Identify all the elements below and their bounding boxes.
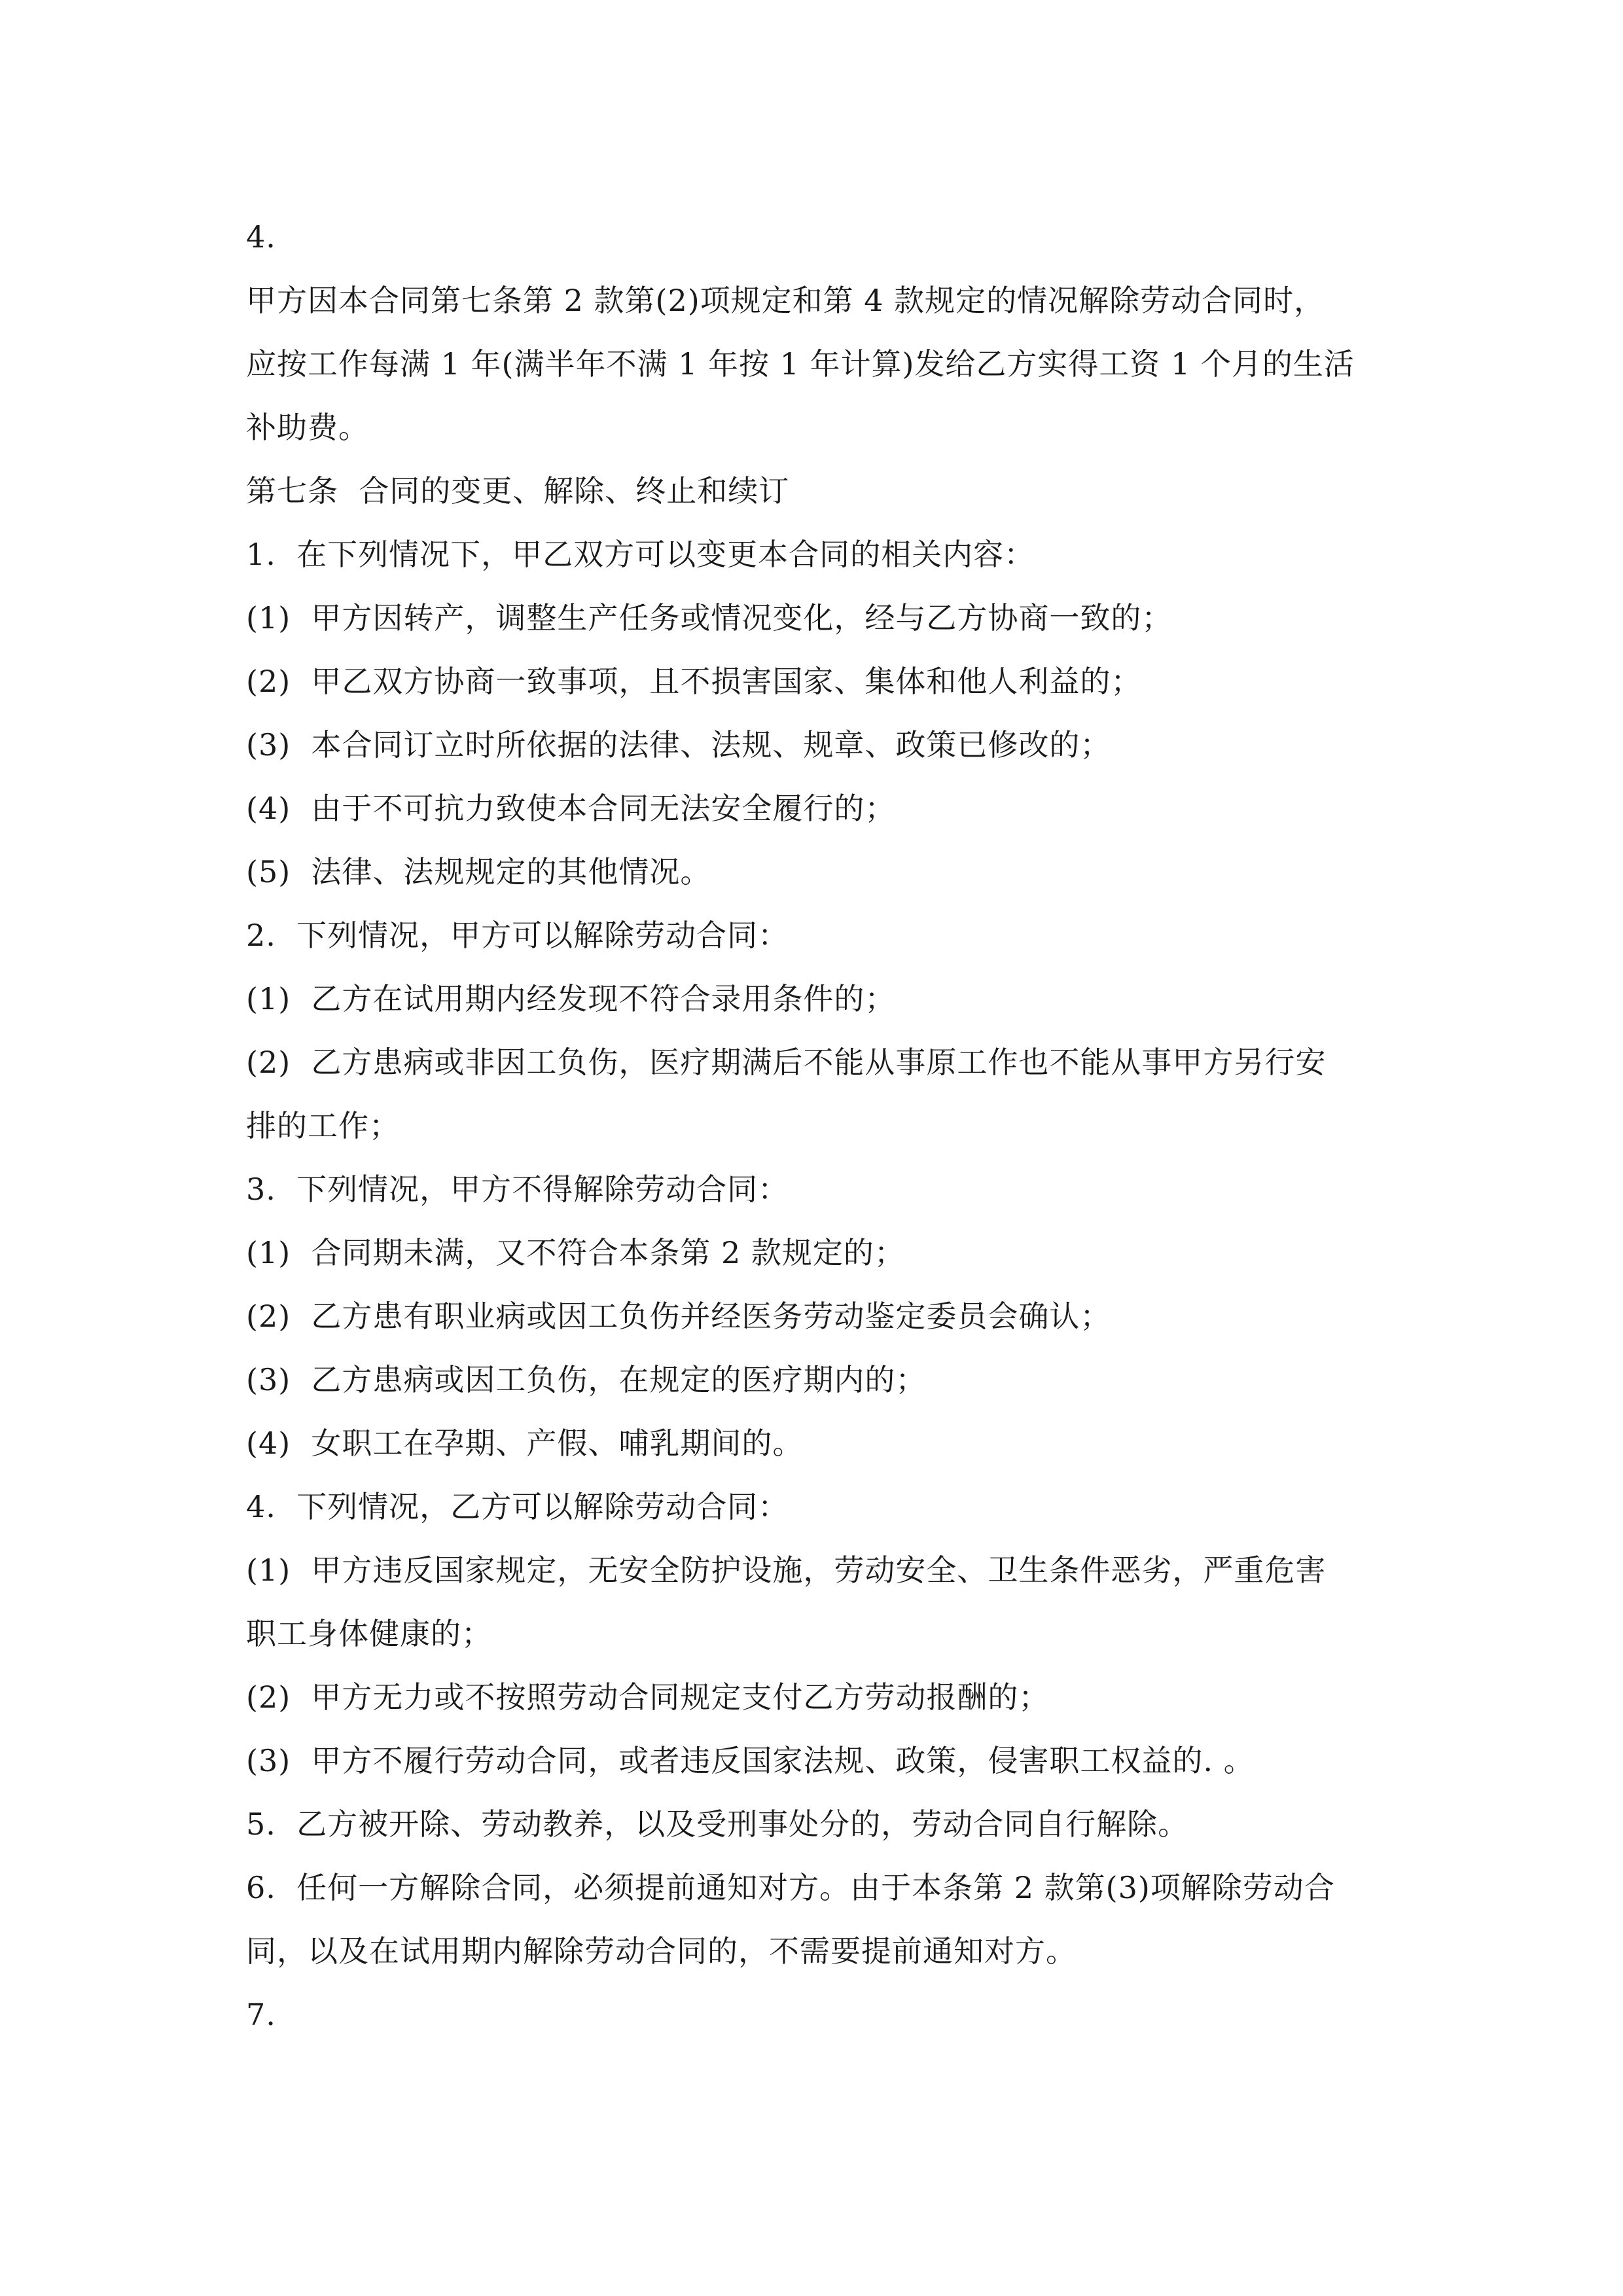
document-line: (1) 甲方因转产，调整生产任务或情况变化，经与乙方协商一致的； [246, 600, 1173, 636]
document-line: 7. [246, 1997, 276, 2032]
document-line: (3) 甲方不履行劳动合同，或者违反国家法规、政策，侵害职工权益的. 。 [246, 1743, 1255, 1778]
document-line: (1) 甲方违反国家规定，无安全防护设施，劳动安全、卫生条件恶劣，严重危害 [246, 1552, 1327, 1588]
document-line: (2) 乙方患病或非因工负伤，医疗期满后不能从事原工作也不能从事甲方另行安 [246, 1045, 1327, 1080]
document-line: 6. 任何一方解除合同，必须提前通知对方。由于本条第 2 款第(3)项解除劳动合 [246, 1870, 1335, 1905]
document-line: (4) 女职工在孕期、产假、哺乳期间的。 [246, 1426, 804, 1461]
document-line: (1) 合同期未满，又不符合本条第 2 款规定的； [246, 1235, 905, 1270]
section-heading: 第七条 合同的变更、解除、终止和续订 [246, 473, 790, 509]
document-line: (5) 法律、法规规定的其他情况。 [246, 854, 711, 889]
document-line: (2) 甲方无力或不按照劳动合同规定支付乙方劳动报酬的； [246, 1679, 1050, 1715]
document-line: (3) 本合同订立时所依据的法律、法规、规章、政策已修改的； [246, 727, 1111, 762]
document-line: 4. [246, 219, 276, 255]
document-line: 1. 在下列情况下，甲乙双方可以变更本合同的相关内容： [246, 537, 1035, 572]
document-line: 同，以及在试用期内解除劳动合同的，不需要提前通知对方。 [246, 1933, 1077, 1969]
document-line: 职工身体健康的； [246, 1616, 492, 1651]
document-line: (2) 甲乙双方协商一致事项，且不损害国家、集体和他人利益的； [246, 664, 1142, 699]
document-line: (1) 乙方在试用期内经发现不符合录用条件的； [246, 981, 896, 1016]
document-line: 应按工作每满 1 年(满半年不满 1 年按 1 年计算)发给乙方实得工资 1 个月的生活 [246, 346, 1355, 382]
document-line: 排的工作； [246, 1108, 400, 1143]
document-line: (3) 乙方患病或因工负伤，在规定的医疗期内的； [246, 1362, 927, 1397]
document-body [246, 206, 1385, 2047]
document-line: 5. 乙方被开除、劳动教养，以及受刑事处分的，劳动合同自行解除。 [246, 1806, 1189, 1842]
document-line: (2) 乙方患有职业病或因工负伤并经医务劳动鉴定委员会确认； [246, 1299, 1111, 1334]
document-line: 3. 下列情况，甲方不得解除劳动合同： [246, 1172, 789, 1207]
document-line: (4) 由于不可抗力致使本合同无法安全履行的； [246, 791, 896, 826]
document-line: 2. 下列情况，甲方可以解除劳动合同： [246, 918, 789, 953]
document-line: 甲方因本合同第七条第 2 款第(2)项规定和第 4 款规定的情况解除劳动合同时， [246, 283, 1325, 318]
document-line: 4. 下列情况，乙方可以解除劳动合同： [246, 1489, 789, 1524]
document-line: 补助费。 [246, 410, 369, 445]
